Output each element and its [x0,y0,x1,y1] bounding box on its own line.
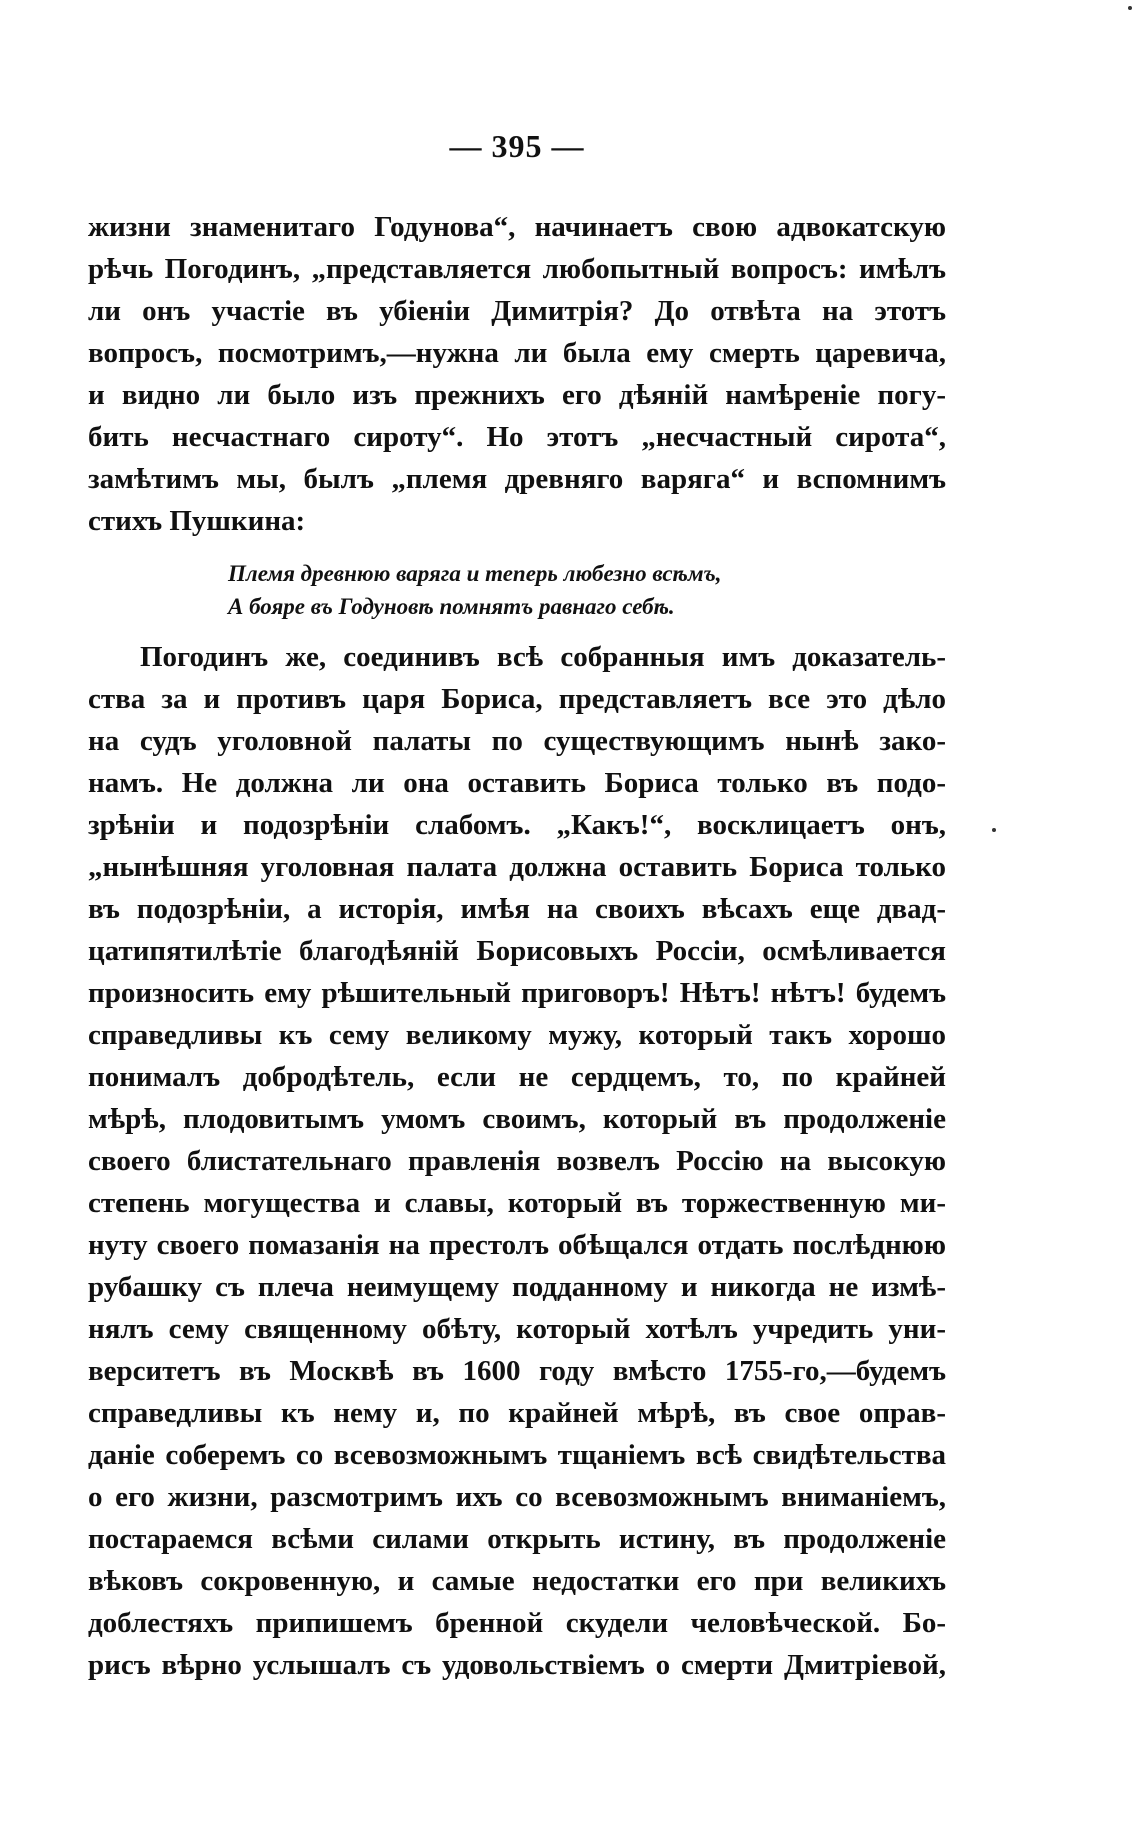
verse-quote [228,557,788,623]
scan-speck [1128,6,1132,10]
text-line: мѣрѣ, плодовитымъ умомъ своимъ, который въ продолженіе [88,1103,946,1135]
text-line: ства за и противъ царя Бориса, представляетъ все это дѣло [88,683,946,715]
text-line: справедливы къ сему великому мужу, который такъ хорошо [88,1019,946,1051]
verse-line: А бояре въ Годуновѣ помнятъ равнаго себѣ. [228,594,675,619]
text-line: вѣковъ сокровенную, и самые недостатки его при великихъ [88,1565,946,1597]
text-line: въ подозрѣніи, а исторія, имѣя на своихъ вѣсахъ еще двад- [88,893,946,925]
text-line: понималъ добродѣтель, если не сердцемъ, то, по крайней [88,1061,946,1093]
text-line: и видно ли было изъ прежнихъ его дѣяній намѣреніе погу- [88,379,946,411]
text-line: замѣтимъ мы, былъ „племя древняго варяга“ и вспомнимъ [88,463,946,495]
text-line: вопросъ, посмотримъ,—нужна ли была ему смерть царевича, [88,337,946,369]
text-line: произносить ему рѣшительный приговоръ! Нѣтъ! нѣтъ! будемъ [88,977,946,1009]
text-line: своего блистательнаго правленія возвелъ Россію на высокую [88,1145,946,1177]
verse-line: Племя древнюю варяга и теперь любезно всѣмъ, [228,561,722,586]
book-page [88,0,946,1836]
text-line: намъ. Не должна ли она оставить Бориса только въ подо- [88,767,946,799]
text-line: рѣчь Погодинъ, „представляется любопытный вопросъ: имѣлъ [88,253,946,285]
text-line: рубашку съ плеча неимущему подданному и никогда не измѣ- [88,1271,946,1303]
text-line: цатипятилѣтіе благодѣяній Борисовыхъ Россіи, осмѣливается [88,935,946,967]
text-line: зрѣніи и подозрѣніи слабомъ. „Какъ!“, восклицаетъ онъ, [88,809,946,841]
text-line: степень могущества и славы, который въ торжественную ми- [88,1187,946,1219]
text-line: стихъ Пушкина: [88,505,306,537]
text-line: на судъ уголовной палаты по существующимъ нынѣ зако- [88,725,946,757]
text-line: „нынѣшняя уголовная палата должна оставить Бориса только [88,851,946,883]
text-line: Погодинъ же, соединивъ всѣ собранныя имъ доказатель- [140,641,946,673]
text-line: доблестяхъ припишемъ бренной скудели человѣческой. Бо- [88,1607,946,1639]
text-line: о его жизни, разсмотримъ ихъ со всевозможнымъ вниманіемъ, [88,1481,946,1513]
paragraph-2 [88,636,946,1686]
scan-speck [992,828,996,832]
paragraph-1 [88,206,946,542]
text-line: верситетъ въ Москвѣ въ 1600 году вмѣсто 1755-го,—будемъ [88,1355,946,1387]
text-line: справедливы къ нему и, по крайней мѣрѣ, въ свое оправ- [88,1397,946,1429]
text-line: ли онъ участіе въ убіеніи Димитрія? До отвѣта на этотъ [88,295,946,327]
text-line: даніе соберемъ со всевозможнымъ тщаніемъ всѣ свидѣтельства [88,1439,946,1471]
text-line: жизни знаменитаго Годунова“, начинаетъ свою адвокатскую [88,211,946,243]
text-line: бить несчастнаго сироту“. Но этотъ „несчастный сирота“, [88,421,946,453]
text-line: рисъ вѣрно услышалъ съ удовольствіемъ о смерти Дмитріевой, [88,1649,946,1681]
text-line: постараемся всѣми силами открыть истину, въ продолженіе [88,1523,946,1555]
text-line: нуту своего помазанія на престолъ обѣщался отдать послѣднюю [88,1229,946,1261]
page-number: — 395 — [449,128,585,164]
text-line: нялъ сему священному обѣту, который хотѣлъ учредить уни- [88,1313,946,1345]
